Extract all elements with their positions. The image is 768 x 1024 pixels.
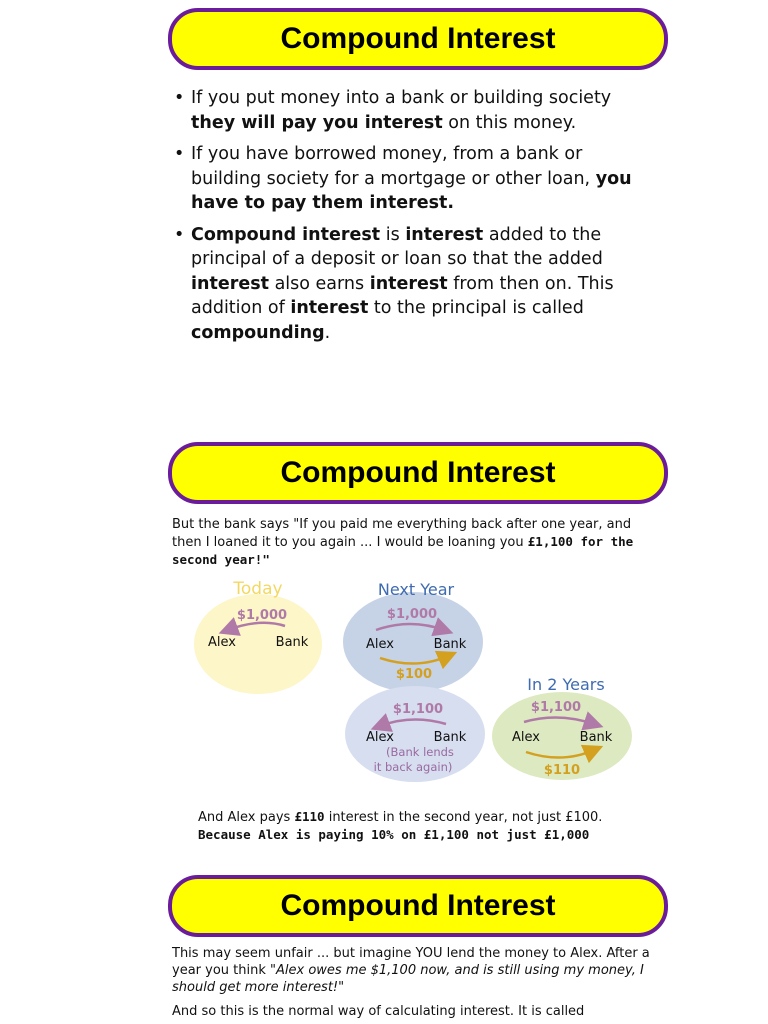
closing-paragraph	[172, 1003, 662, 1020]
next-year-interest: $100	[395, 667, 433, 682]
next-year-amount: $1,000	[386, 607, 438, 622]
section-title-banner: Compound Interest	[168, 8, 668, 70]
lend-back-amount: $1,100	[392, 702, 444, 717]
lend-back-alex-label: Alex	[366, 730, 394, 745]
bullet-icon: •	[174, 224, 185, 245]
paragraph-text: But the bank says "If you paid me everything back after one year, and then I loaned it to you again ... I would be loaning you	[172, 517, 632, 550]
paragraph-bold-text: £1,100 for the second year	[172, 534, 634, 567]
section-title-banner: Compound Interest	[168, 442, 668, 504]
lend-back-bank-label: Bank	[433, 730, 467, 745]
bullet-item	[172, 86, 642, 135]
paragraph-text: And so this is the normal way of calculating interest. It is called	[172, 1004, 585, 1019]
today-title: Today	[233, 579, 283, 599]
bullet-text: .	[324, 322, 331, 343]
next-year-title: Next Year	[377, 580, 455, 599]
bullet-item	[172, 142, 642, 216]
bullet-bold-text: Compound interest	[191, 224, 381, 245]
bullet-bold-text: interest	[290, 298, 369, 318]
bullet-bold-text: interest	[191, 273, 269, 294]
bullet-text: added to the principal of a deposit or loan so that the added	[191, 224, 603, 269]
bullet-list	[172, 86, 642, 352]
bullet-text: to the principal is called	[373, 298, 584, 318]
bullet-icon: •	[174, 144, 185, 164]
bullet-bold-text: they will pay you interest	[191, 112, 443, 133]
next-year-bank-label: Bank	[433, 637, 467, 652]
bullet-bold-text: interest	[405, 224, 484, 245]
two-years-bank-label: Bank	[579, 730, 613, 745]
bullet-text: also earns	[274, 273, 365, 294]
paragraph-bold-text: £110	[294, 809, 325, 824]
today-amount: $1,000	[236, 608, 288, 623]
today-bank-label: Bank	[275, 635, 309, 650]
two-years-title: In 2 Years	[527, 675, 605, 694]
two-years-amount: $1,100	[530, 700, 582, 715]
bank-quote-paragraph	[172, 516, 652, 569]
bullet-text: If you have borrowed money, from a bank or building society for a mortgage or other loan,	[191, 144, 591, 189]
paragraph-text: And Alex pays	[198, 810, 291, 825]
loan-cycle-diagram	[190, 574, 640, 796]
paragraph-bold-text: Because Alex is paying 10% on £1,100 not just £1,000	[198, 827, 590, 842]
bullet-bold-text: compounding	[191, 322, 325, 343]
bullet-item	[172, 223, 642, 346]
two-years-interest: $110	[543, 763, 581, 778]
bullet-bold-text: you have to pay them interest.	[191, 168, 632, 213]
bullet-bold-text: interest	[369, 273, 448, 294]
bullet-text: from then on. This addition of	[191, 273, 614, 318]
paragraph-bold-text: !"	[254, 552, 270, 567]
bullet-text: is	[385, 224, 400, 245]
bullet-text: on this money.	[448, 112, 577, 133]
paragraph-quote-text: "Alex owes me $1,100 now, and is still using my money, I should get more interest!"	[172, 963, 644, 995]
lender-perspective-paragraph	[172, 945, 662, 996]
next-year-alex-label: Alex	[366, 637, 394, 652]
section-title-banner: Compound Interest	[168, 875, 668, 937]
bullet-text: If you put money into a bank or building society	[191, 88, 612, 108]
paragraph-text: This may seem unfair ... but imagine YOU lend the money to Alex. After a year you think	[172, 946, 650, 978]
interest-explanation	[198, 808, 668, 843]
lend-back-note: (Bank lends	[386, 745, 454, 759]
today-alex-label: Alex	[208, 635, 236, 650]
lend-back-note: it back again)	[373, 760, 453, 774]
two-years-alex-label: Alex	[512, 730, 540, 745]
bullet-icon: •	[174, 88, 185, 108]
paragraph-text: interest in the second year, not just £100.	[328, 810, 603, 825]
